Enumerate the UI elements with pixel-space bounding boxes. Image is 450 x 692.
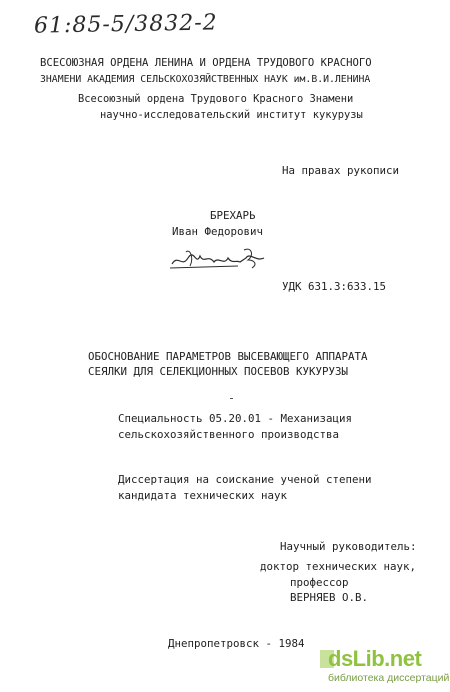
header-line-4: научно-исследовательский институт кукурузы [100, 109, 363, 121]
degree-line-1: Диссертация на соискание ученой степени [118, 473, 372, 486]
handwritten-code: 61:85-5/3832-2 [33, 10, 218, 39]
author-signature [168, 244, 268, 274]
watermark [326, 646, 450, 686]
supervisor-title: профессор [290, 576, 349, 589]
header-line-3: Всесоюзный ордена Трудового Красного Знамени [78, 93, 354, 105]
place-year: Днепропетровск - 1984 [168, 637, 305, 650]
author-name: Иван Федорович [172, 225, 264, 238]
specialty-line-2: сельскохозяйственного производства [118, 428, 340, 441]
header-line-2: ЗНАМЕНИ АКАДЕМИЯ СЕЛЬСКОХОЗЯЙСТВЕННЫХ НАУК им.В.И.ЛЕНИНА [40, 74, 371, 85]
degree-line-2: кандидата технических наук [118, 489, 288, 502]
title-line-2: СЕЯЛКИ ДЛЯ СЕЛЕКЦИОННЫХ ПОСЕВОВ КУКУРУЗЫ [88, 365, 349, 378]
udc-code: УДК 631.3:633.15 [282, 280, 387, 293]
supervisor-label: Научный руководитель: [280, 540, 417, 553]
title-line-1: ОБОСНОВАНИЕ ПАРАМЕТРОВ ВЫСЕВАЮЩЕГО АППАРАТА [88, 350, 368, 363]
supervisor-degree: доктор технических наук, [260, 560, 417, 573]
supervisor-name: ВЕРНЯЕВ О.В. [290, 591, 369, 604]
header-line-1: ВСЕСОЮЗНАЯ ОРДЕНА ЛЕНИНА И ОРДЕНА ТРУДОВОГО КРАСНОГО [40, 57, 372, 69]
watermark-logo: dsLib.net [328, 646, 422, 671]
decorative-mark [230, 398, 233, 399]
watermark-subtitle: библиотека диссертаций [328, 672, 450, 684]
specialty-line-1: Специальность 05.20.01 - Механизация [118, 412, 353, 425]
manuscript-note: На правах рукописи [282, 164, 400, 177]
author-surname: БРЕХАРЬ [210, 209, 256, 222]
